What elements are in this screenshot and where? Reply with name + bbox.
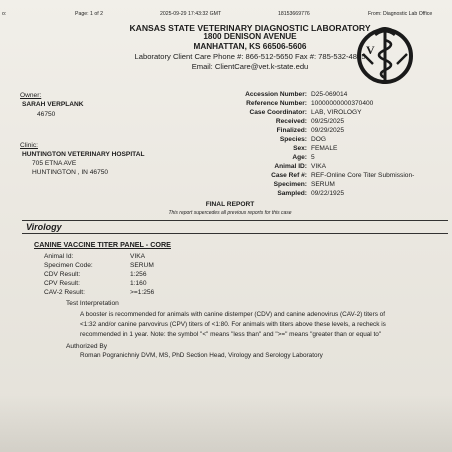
case-ref-label: Case Ref #: [271, 172, 307, 179]
section-name: Virology [26, 222, 62, 232]
fax-timestamp: 2025-09-29 17:43:32 GMT [160, 11, 222, 17]
result-specimen-code-label: Specimen Code: [44, 262, 93, 269]
result-cdv-value: 1:256 [130, 271, 147, 278]
lab-address-city: MANHATTAN, KS 66506-5606 [193, 42, 307, 51]
clinic-city: HUNTINGTON , IN 46750 [32, 169, 109, 176]
specimen-label: Specimen: [273, 181, 307, 188]
owner-id: 46750 [37, 111, 56, 118]
result-animal-id-label: Animal Id: [44, 253, 74, 260]
species-value: DOG [311, 136, 327, 143]
authorized-name: Roman Pogranichniy DVM, MS, PhD Section Head, Virology and Serology Laboratory [80, 352, 323, 359]
result-cav2-label: CAV-2 Result: [44, 289, 85, 296]
reference-label: Reference Number: [246, 100, 307, 107]
reference-value: 10000000000370400 [311, 100, 374, 107]
result-cav2-value: >=1:256 [130, 289, 155, 296]
interpretation-line-1: A booster is recommended for animals with canine distemper (CDV) and canine adenovirus (CAV-2) titers of [80, 311, 385, 318]
coordinator-value: LAB, VIROLOGY [311, 109, 362, 116]
accession-label: Accession Number: [245, 91, 307, 98]
lab-contact: Laboratory Client Care Phone #: 866-512-5650 Fax #: 785-532-4835 [134, 52, 366, 61]
case-ref-value: REF-Online Core Titer Submission- [311, 172, 415, 179]
animal-id-label: Animal ID: [274, 163, 307, 170]
finalized-label: Finalized: [276, 127, 307, 134]
accession-value: D25-069014 [311, 91, 348, 98]
owner-heading: Owner: [20, 92, 42, 99]
age-label: Age: [292, 154, 307, 161]
clinic-street: 705 ETNA AVE [32, 160, 77, 167]
report-title: FINAL REPORT [205, 201, 255, 208]
lab-name: KANSAS STATE VETERINARY DIAGNOSTIC LABORATORY [129, 23, 371, 33]
fax-phone-number: 18153669776 [278, 11, 310, 17]
coordinator-label: Case Coordinator: [249, 109, 307, 116]
lab-email: Email: ClientCare@vet.k-state.edu [191, 62, 309, 71]
interpretation-line-2: <1:32 and/or canine parvovirus (CPV) titers of <1:80. For animals with titers above these levels, a recheck is [80, 321, 386, 328]
authorized-heading: Authorized By [66, 343, 108, 350]
clinic-heading: Clinic: [20, 142, 38, 149]
finalized-value: 09/29/2025 [311, 127, 345, 134]
svg-text:V: V [366, 43, 375, 57]
section-top-rule [22, 220, 448, 221]
interpretation-line-3: recommended in 1 year. Note: the symbol "<" means "less than" and ">=" means "greater than or equal to" [80, 331, 382, 338]
result-specimen-code-value: SERUM [130, 262, 154, 269]
specimen-value: SERUM [311, 181, 335, 188]
fax-from: From: Diagnostic Lab Office [368, 11, 433, 17]
owner-name: SARAH VERPLANK [22, 101, 84, 108]
vet-seal-logo [353, 24, 417, 88]
sampled-value: 09/22/1925 [311, 190, 345, 197]
animal-id-value: VIKA [311, 163, 327, 170]
age-value: 5 [311, 154, 315, 161]
species-label: Species: [279, 136, 307, 143]
sampled-label: Sampled: [277, 190, 307, 197]
report-note: This report supercedes all previous reports for this case [168, 210, 292, 216]
section-bottom-rule [22, 233, 448, 234]
sex-label: Sex: [293, 145, 307, 152]
fax-page-number: Page: 1 of 2 [75, 11, 103, 17]
received-value: 09/25/2025 [311, 118, 345, 125]
sex-value: FEMALE [311, 145, 338, 152]
panel-title: CANINE VACCINE TITER PANEL - CORE [34, 240, 171, 249]
result-cpv-value: 1:160 [130, 280, 147, 287]
result-cpv-label: CPV Result: [44, 280, 80, 287]
interpretation-heading: Test Interpretation [66, 300, 119, 307]
lab-address-street: 1800 DENISON AVENUE [203, 32, 297, 41]
result-cdv-label: CDV Result: [44, 271, 81, 278]
fax-edge-mark: o: [2, 11, 7, 17]
result-animal-id-value: VIKA [130, 253, 146, 260]
paper-shadow [0, 395, 452, 452]
received-label: Received: [275, 118, 307, 125]
clinic-name: HUNTINGTON VETERINARY HOSPITAL [22, 151, 145, 158]
